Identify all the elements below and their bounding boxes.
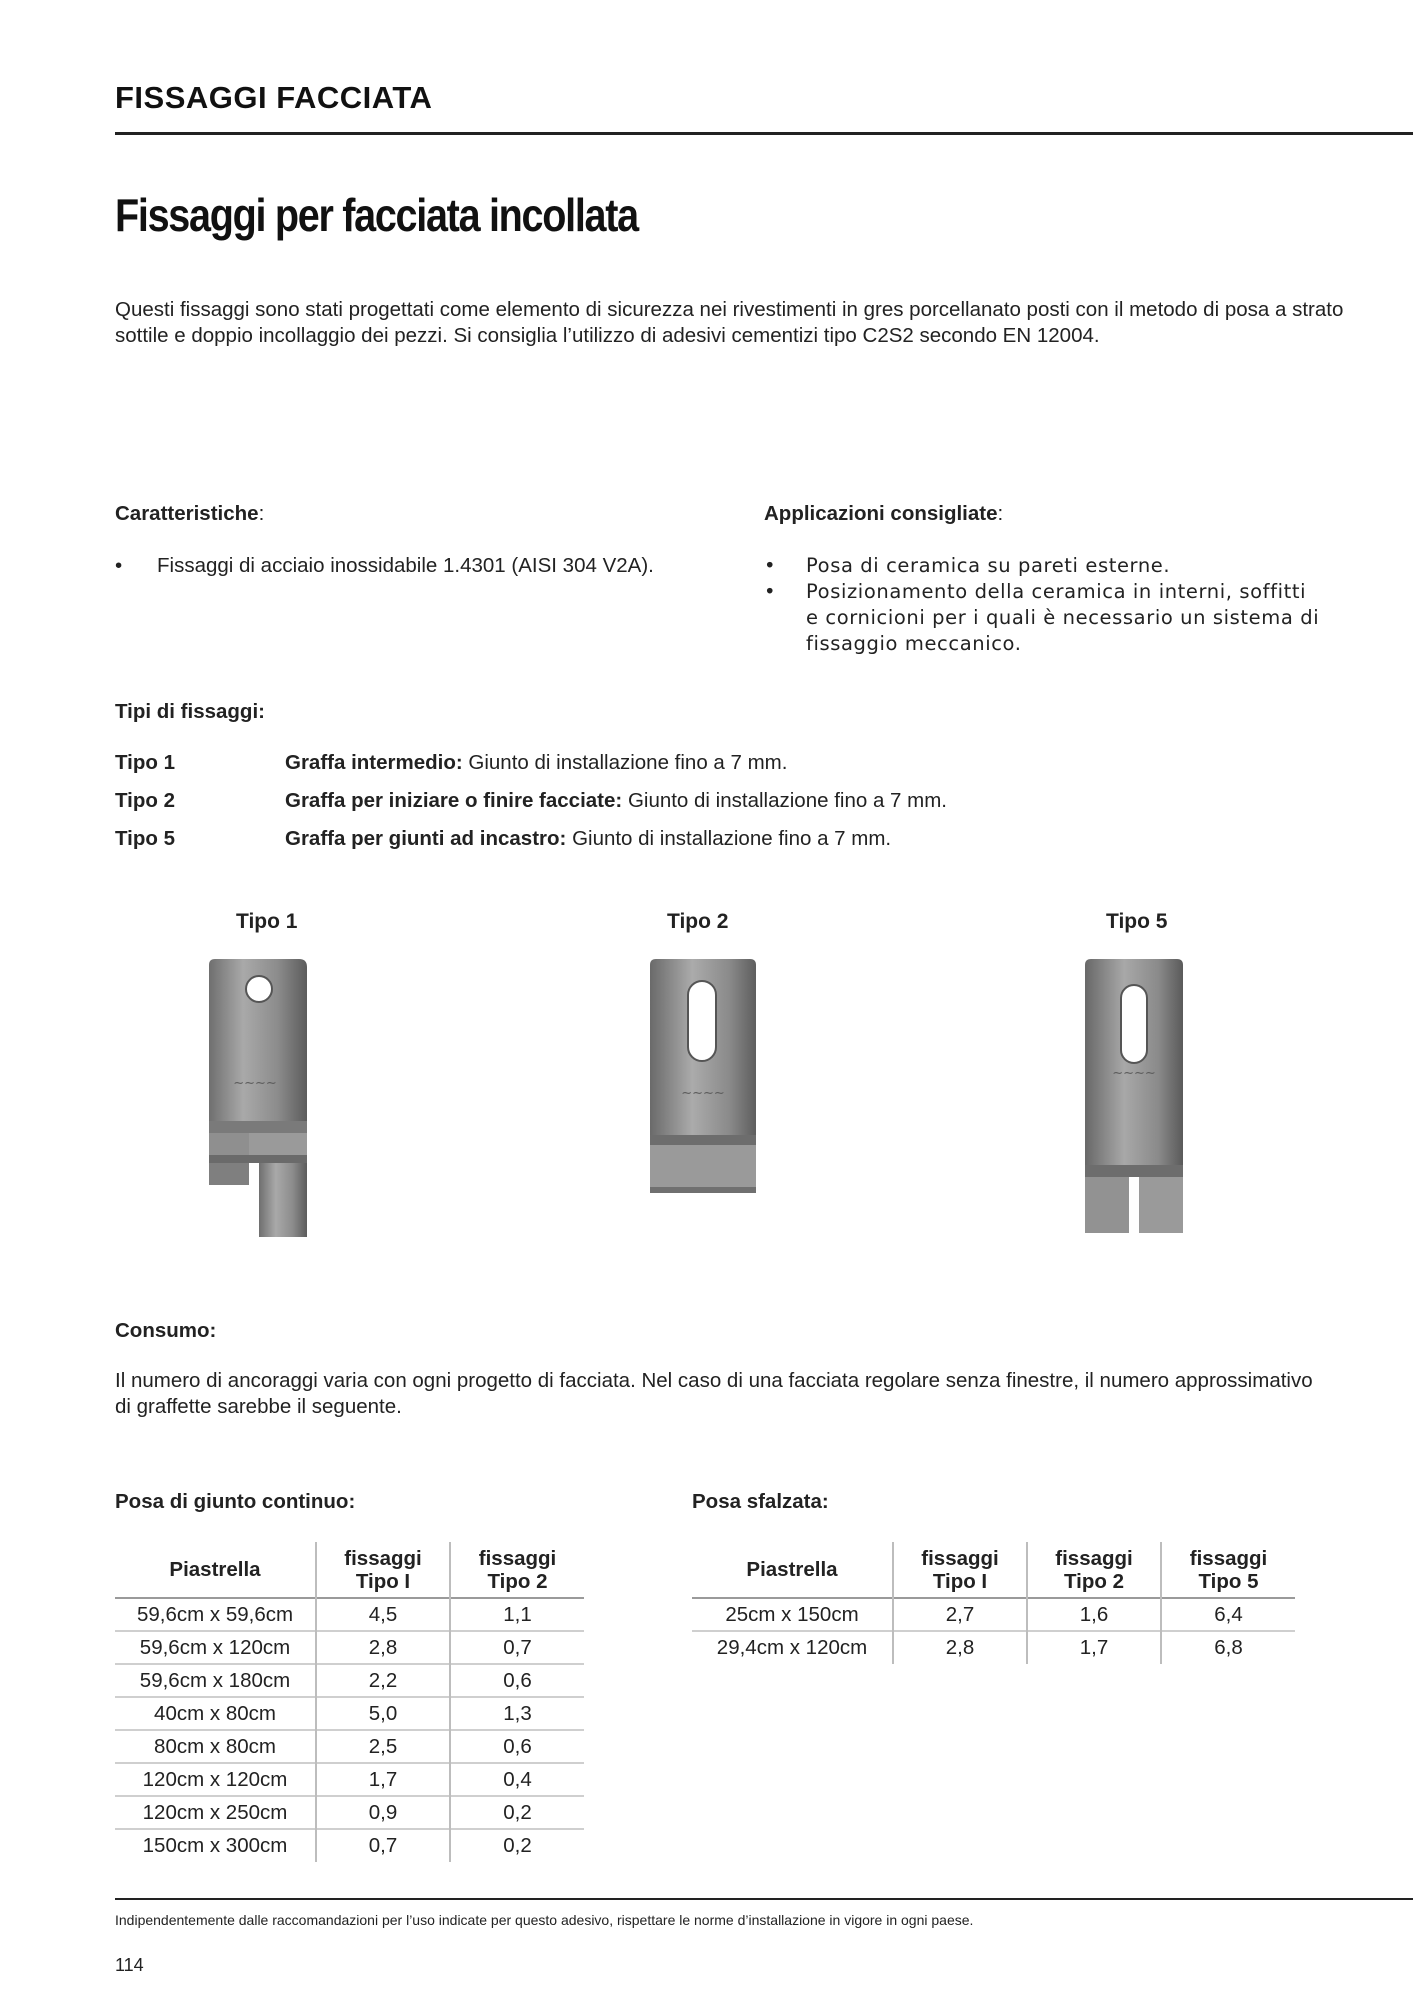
cell-tipo-2: 0,4 <box>450 1763 584 1796</box>
column-header-line: Tipo 2 <box>1064 1569 1124 1593</box>
table-staggered <box>692 1542 1295 1664</box>
table-row <box>692 1631 1295 1664</box>
cell-tipo-1: 0,9 <box>316 1796 450 1829</box>
cell-tipo-5: 6,4 <box>1161 1598 1295 1631</box>
type-name: Graffa intermedio: <box>285 751 463 774</box>
cell-tipo-2: 0,6 <box>450 1730 584 1763</box>
table-row <box>115 1796 584 1829</box>
cell-tipo-1: 2,8 <box>893 1631 1027 1664</box>
column-header-line: fissaggi <box>1189 1546 1268 1570</box>
type-name: Graffa per giunti ad incastro: <box>285 827 567 850</box>
cell-tipo-1: 1,7 <box>316 1763 450 1796</box>
applications-heading-label: Applicazioni consigliate <box>764 502 998 525</box>
column-header-tipo-2 <box>1027 1542 1161 1598</box>
consumo-heading: Consumo: <box>115 1319 217 1342</box>
clip-label-tipo-2: Tipo 2 <box>667 910 729 933</box>
column-header-tipo-2 <box>450 1542 584 1598</box>
characteristics-heading-label: Caratteristiche <box>115 502 259 525</box>
cell-tile-size: 59,6cm x 120cm <box>139 1635 291 1659</box>
type-detail: Giunto di installazione fino a 7 mm. <box>627 789 947 812</box>
type-name: Graffa per iniziare o finire facciate: <box>285 789 623 812</box>
cell-tile-size: 80cm x 80cm <box>154 1734 276 1758</box>
column-header-line: Tipo 5 <box>1198 1569 1259 1593</box>
cell-tile-size: 120cm x 120cm <box>142 1767 288 1791</box>
table-header-row <box>115 1542 584 1598</box>
cell-tile-size: 120cm x 250cm <box>142 1800 288 1824</box>
clip-label-tipo-5: Tipo 5 <box>1106 910 1168 933</box>
table-row <box>692 1598 1295 1631</box>
table-row <box>115 1598 584 1631</box>
clip-tipo-5-image <box>1075 955 1205 1240</box>
column-header-line: fissaggi <box>1055 1546 1133 1570</box>
footer-divider <box>115 1898 1413 1900</box>
consumo-paragraph: Il numero di ancoraggi varia con ogni progetto di facciata. Nel caso di una facciata regolare senza finestre, il numero approssimativo di graffette sarebbe il seguente. <box>115 1369 1313 1418</box>
table-row <box>115 1829 584 1862</box>
column-header-line: Tipo I <box>932 1569 988 1593</box>
cell-tile-size: 59,6cm x 59,6cm <box>136 1602 294 1626</box>
cell-tile-size: 40cm x 80cm <box>154 1701 276 1725</box>
column-header-line: Tipo I <box>355 1569 411 1593</box>
cell-tipo-2: 1,3 <box>450 1697 584 1730</box>
applications-item: • Posa di ceramica su pareti esterne. <box>764 553 1324 579</box>
column-header-line: fissaggi <box>921 1546 999 1570</box>
type-code: Tipo 5 <box>115 827 175 850</box>
column-header-tipo-5 <box>1161 1542 1295 1598</box>
page-title: Fissaggi per facciata incollata <box>115 189 638 241</box>
type-description <box>285 789 947 813</box>
svg-text:∼∼∼∼: ∼∼∼∼ <box>1112 1066 1156 1081</box>
cell-tile-size: 150cm x 300cm <box>142 1834 288 1857</box>
page-number: 114 <box>115 1955 144 1975</box>
cell-tipo-2: 1,1 <box>450 1598 584 1631</box>
type-detail: Giunto di installazione fino a 7 mm. <box>572 827 892 850</box>
clip-label-tipo-1: Tipo 1 <box>236 910 298 933</box>
cell-tipo-1: 0,7 <box>316 1829 450 1862</box>
footer-note: Indipendentemente dalle raccomandazioni per l’uso indicate per questo adesivo, rispettare le norme d’installazione in vigore in ogni paese. <box>115 1912 974 1928</box>
table-header-row <box>692 1542 1295 1598</box>
table-continuous <box>115 1542 584 1862</box>
table-row <box>115 1697 584 1730</box>
cell-tipo-2: 1,7 <box>1027 1631 1161 1664</box>
section-title: FISSAGGI FACCIATA <box>115 80 433 115</box>
svg-text:∼∼∼∼: ∼∼∼∼ <box>681 1086 725 1101</box>
applications-heading: Applicazioni consigliate: <box>764 502 1004 525</box>
table-continuous-heading: Posa di giunto continuo: <box>115 1490 356 1513</box>
cell-tipo-2: 0,2 <box>450 1829 584 1862</box>
cell-tile-size: 29,4cm x 120cm <box>716 1636 868 1659</box>
table-row <box>115 1763 584 1796</box>
column-header-tipo-1 <box>316 1542 450 1598</box>
type-detail: Giunto di installazione fino a 7 mm. <box>468 751 788 774</box>
type-description <box>285 751 787 775</box>
cell-tipo-2: 0,7 <box>450 1631 584 1664</box>
cell-tipo-5: 6,8 <box>1161 1631 1295 1664</box>
cell-tile-size: 59,6cm x 180cm <box>139 1668 291 1692</box>
type-code: Tipo 2 <box>115 789 175 812</box>
cell-tipo-1: 2,8 <box>316 1631 450 1664</box>
table-row <box>115 1631 584 1664</box>
applications-item: • Posizionamento della ceramica in interni, soffitti e cornicioni per i quali è necessario un sistema di fissaggio meccanico. <box>764 579 1324 657</box>
cell-tipo-1: 2,2 <box>316 1664 450 1697</box>
characteristics-item: • Fissaggi di acciaio inossidabile 1.4301 (AISI 304 V2A). <box>115 553 715 579</box>
column-header-tipo-1 <box>893 1542 1027 1598</box>
cell-tile-size: 25cm x 150cm <box>725 1602 859 1626</box>
column-header-piastrella: Piastrella <box>746 1557 838 1581</box>
svg-text:∼∼∼∼: ∼∼∼∼ <box>233 1076 277 1091</box>
clip-tipo-2-image <box>640 955 770 1205</box>
cell-tipo-2: 0,6 <box>450 1664 584 1697</box>
cell-tipo-1: 5,0 <box>316 1697 450 1730</box>
cell-tipo-2: 1,6 <box>1027 1598 1161 1631</box>
column-header-line: fissaggi <box>344 1546 422 1570</box>
intro-paragraph: Questi fissaggi sono stati progettati come elemento di sicurezza nei rivestimenti in gres porcellanato posti con il metodo di posa a strato sottile e doppio incollaggio dei pezzi. Si consiglia l’utilizzo di adesivi cementizi tipo C2S2 secondo EN 12004. <box>115 298 1344 347</box>
table-staggered-heading: Posa sfalzata: <box>692 1490 829 1513</box>
type-code: Tipo 1 <box>115 751 175 774</box>
type-description <box>285 827 891 851</box>
types-heading: Tipi di fissaggi: <box>115 700 265 723</box>
header-divider <box>115 132 1413 135</box>
cell-tipo-2: 0,2 <box>450 1796 584 1829</box>
column-header-line: Tipo 2 <box>487 1569 548 1593</box>
column-header-piastrella: Piastrella <box>169 1557 261 1581</box>
cell-tipo-1: 2,7 <box>893 1598 1027 1631</box>
characteristics-heading: Caratteristiche: <box>115 502 265 525</box>
clip-tipo-1-image <box>195 955 335 1245</box>
table-row <box>115 1730 584 1763</box>
cell-tipo-1: 2,5 <box>316 1730 450 1763</box>
applications-list <box>764 553 1324 657</box>
column-header-line: fissaggi <box>478 1546 557 1570</box>
table-row <box>115 1664 584 1697</box>
characteristics-list <box>115 553 715 579</box>
cell-tipo-1: 4,5 <box>316 1598 450 1631</box>
